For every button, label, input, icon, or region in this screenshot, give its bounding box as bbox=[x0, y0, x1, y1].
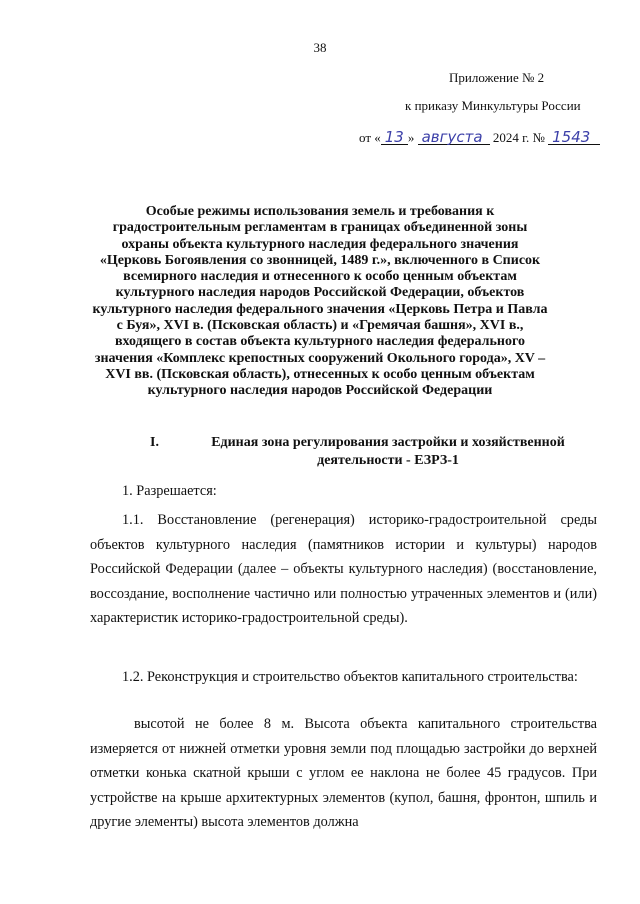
paragraph-1-2: 1.2. Реконструкция и строительство объектов капитального строительства: bbox=[122, 669, 578, 685]
handwritten-month: августа bbox=[418, 130, 490, 145]
appendix-label: Приложение № 2 bbox=[449, 70, 545, 85]
paragraph-allowed: 1. Разрешается: bbox=[122, 483, 217, 499]
date-prefix: от « bbox=[359, 130, 381, 145]
paragraph-1-1: 1.1. Восстановление (регенерация) историко-градостроительной среды объектов культурного наследия (памятников истории и культуры) народов Российской Федерации (далее – объекты культурного наследия) (восстановление, воссоздание, восполнение частично или полностью утраченных элементов и (или) характеристик историко-градостроительной среды). bbox=[90, 512, 597, 626]
date-mid: » bbox=[407, 130, 415, 145]
handwritten-order-number: 1543 bbox=[548, 130, 600, 145]
paragraph-height-block bbox=[90, 712, 597, 835]
paragraph-1-2-block bbox=[90, 665, 597, 690]
page-number: 38 bbox=[313, 40, 327, 55]
handwritten-day: 13 bbox=[381, 130, 408, 145]
order-reference: к приказу Минкультуры России bbox=[405, 98, 581, 113]
section-title: Единая зона регулирования застройки и хозяйственной деятельности - ЕЗРЗ-1 bbox=[211, 435, 565, 468]
paragraph-height: высотой не более 8 м. Высота объекта капитального строительства измеряется от нижней отметки уровня земли под площадью застройки до верхней отметки конька скатной крыши с углом ее наклона не более 45 градусов. При устройстве на крыше архитектурных элементов (купол, башня, фронтон, шпиль и другие элементы) высота элементов должна bbox=[90, 716, 597, 830]
paragraph-1-1-block bbox=[90, 508, 597, 631]
section-number: I. bbox=[150, 435, 159, 450]
order-date-line bbox=[359, 130, 600, 146]
section-heading bbox=[120, 434, 590, 470]
date-year: 2024 г. № bbox=[492, 130, 545, 145]
document-title: Особые режимы использования земель и требования к градостроительным регламентам в границах объединенной зоны охраны объекта культурного наследия федерального значения «Церковь Богоявления со звонницей, 1489 г.», включенного в Список всемирного наследия и отнесенного к особо ценным объектам культурного наследия народов Российской Федерации, объектов культурного наследия федерального значения «Церковь Петра и Павла с Буя», XVI в. (Псковская область) и «Гремячая башня», XVI в., входящего в состав объекта культурного наследия федерального значения «Комплекс крепостных сооружений Окольного города», XV – XVI вв. (Псковская область), отнесенных к особо ценным объектам культурного наследия народов Российской Федерации bbox=[92, 204, 548, 399]
